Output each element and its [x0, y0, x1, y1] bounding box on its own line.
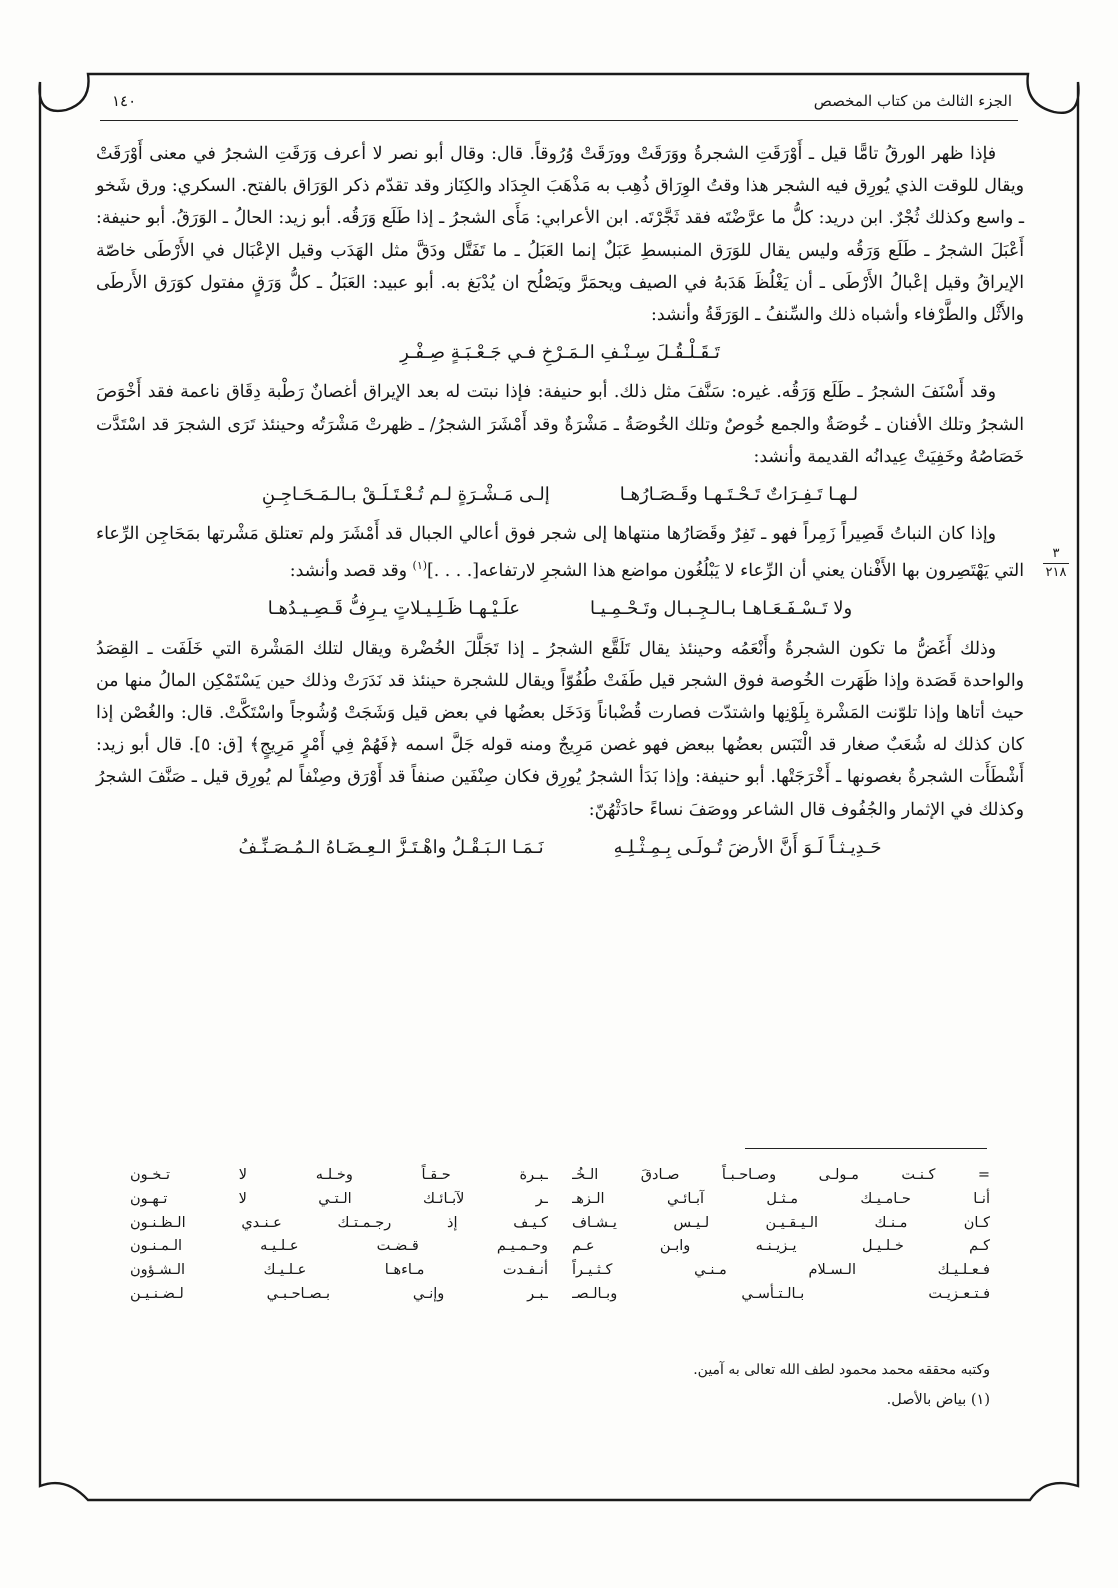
poem-line: فـعـلـيـك الـسـلام مـنـي كـثـيـراً [572, 1262, 990, 1279]
editor-signature: وكتبه محققه محمد محمود لطف الله تعالى به آمين. [693, 1362, 990, 1378]
verse-2 [96, 479, 1024, 511]
paragraph-2: وقد أَسْنَفَ الشجرُ ـ طَلَع وَرَقُه. غيره: سَنَّفَ مثل ذلك. أبو حنيفة: فإذا نبتت له بعد الإيراق أغصانٌ رَطْبة دِقَاق ناعمة فقد أَخْوَصَ الشجرُ وتلك الأفنان ـ خُوصَةٌ والجمع خُوصٌ وتلك الخُوصَةُ ـ مَشْرَةٌ وقد أَمْشَرَ الشجرُ/ ـ ظهرتْ مَشْرَتُه وحينئذ تَرَى الشجرَ قد اسْتَدَّت خَصَاصُهُ وخَفِيَتْ عِيدانُه القديمة وأنشد: [96, 382, 1024, 467]
poem-line: كـيـف إذ رجـمـتـك عـنـدي الـظـنـون [130, 1214, 548, 1231]
page-number: ١٤٠ [112, 92, 137, 110]
verse-3-second-hemistich: علَـيْـهـا ظَـلِـيـلاتٍ يـرِفُّ قَـصِـيـدُهـا [267, 598, 520, 620]
poem-line: أنـفـدت مـاءهـا عـلـيـك الـشـؤون [130, 1262, 548, 1279]
margin-ref-bottom: ٢١٨ [1045, 565, 1067, 580]
verse-4-second-hemistich: نَـمَـا الـبَـقْـلُ واهْـتَـزَّ الـعِـضَـاهُ الـمُـصَـنِّـفُ [238, 836, 544, 858]
running-header [112, 86, 1012, 116]
footnote-marker-1[interactable]: (١) [412, 559, 428, 573]
paragraph-3 [96, 518, 1024, 587]
poem-line: كـان مـنـك الـيـقـيـن لـيـس يـشـاف [572, 1214, 990, 1231]
margin-ref-top: ٣ [1052, 546, 1060, 561]
margin-reference [1036, 547, 1076, 580]
poem-line: = كـنـت مـولـى وصـاحـبـاً صـادقَ الـخُـ [572, 1167, 990, 1183]
footnote-1: (١) بياض بالأصل. [886, 1392, 990, 1408]
poem-line: أنـا حـامـيـك مـثـل آبـائـي الـزهـ [572, 1190, 990, 1207]
poem-line: ـبـرة حـقـاً وخـلـه لا تـخـون [130, 1167, 548, 1183]
poem-line: ـر لآبـائـك الـتـي لا تـهـون [130, 1190, 548, 1207]
verse-3-first-hemistich: ولا تَـسْـفَـعَـاهـا بـالـجِـبـال وتَـحْـمِـيـا [589, 598, 853, 620]
paragraph-3-end: وقد قصد وأنشد: [289, 561, 413, 582]
verse-2-first-hemistich: لـهـا تَـفِـرَاتٌ تَـحْـتَـهـا وقَـصَـارُهـا [619, 484, 859, 506]
footnote-poem-left-column [130, 1164, 548, 1307]
verse-4-first-hemistich: حَـدِيـثـاً لَـوَ أَنَّ الأرضَ تُـولَـى بِـمِـثْـلِـهِ [613, 836, 882, 858]
poem-line: فـتـعـزيـت بـالـتـأسـي وبـالـصـ [572, 1285, 990, 1302]
footnote-poem-right-column [572, 1164, 990, 1307]
verse-2-second-hemistich: إلـى مَـشْـرَةٍ لـم تُـعْـتَـلَـقْ بـالـمَـحَـاجِـنِ [261, 484, 550, 506]
main-text [96, 138, 1024, 871]
verse-3 [96, 593, 1024, 625]
margin-ref-bar [1043, 563, 1069, 564]
poem-line: وحـمـيـم قـضـت عـلـيـه الـمـنـون [130, 1238, 548, 1255]
paragraph-4: وذلك أَغَضُّ ما تكون الشجرةُ وأَنْعَمُه وحينئذ يقال تَلَقَّع الشجرُ ـ إذا تَجَلَّلَ الخُضْرة ويقال لتلك المَشْرة التي خَلَفَت ـ القِصَدُ والواحدة قَصَدة وإذا ظَهَرت الخُوصة فوق الشجر قيل طَفَتْ طُفُوّاً ويقال للشجرة حينئذ قد نَدَرَتْ وذلك حين يَسْتَمْكِن المالُ منها من حيث أتاها وإذا تلوّنت المَشْرة بِلَوْنِها واشتدّت فصارت قُضْباناً وَدَخَل بعضُها في بعض قيل وَشَجَتْ وُشُوجاً واسْتَكَّتْ. قال: والغُصْن إذا كان كذلك له شُعَبٌ صغار قد الْتَبَس بعضُها ببعض فهو غصن مَرِيجٌ ومنه قوله جَلَّ اسمه ﴿فَهُمْ فِي أَمْرٍ مَرِيجٍ﴾ [ق: ٥]. قال أبو زيد: أَشْطَأَت الشجرةُ بغصونها ـ أَخْرَجَتْها. أبو حنيفة: وإذا بَدَأ الشجرُ يُورِق فكان صِنْفَين صنفاً قد أَوْرَق وصِنْفاً لم يُورِق قيل ـ صَنَّفَ الشجرُ وكذلك في الإثمار والجُفُوف قال الشاعر ووصَفَ نساءً حادَثْهُنّ: [96, 638, 1024, 820]
header-rule [100, 120, 1018, 121]
verse-1 [96, 337, 1024, 369]
paragraph-1: فإذا ظهر الورقُ تامًّا قيل ـ أَوْرَقَتِ الشجرةُ ووَرَقَتْ وورَقَتْ وُرُوقاً. قال: وقال أبو نصر لا أعرف وَرَقَتِ الشجرُ في معنى أَوْرَقَتْ ويقال للوقت الذي يُورِق فيه الشجر هذا وقتُ الوِرَاق ذُهِب به مَذْهَبَ الجِدَاد والكِنَاز وقد تقدّم ذكر الوَرَاق بالفتح. السكري: ورق شَخو ـ واسع وكذلك ثُجْرٌ. ابن دريد: كلُّ ما عرَّضْتَه فقد ثَجَّرْتَه. ابن الأعرابي: مَأَى الشجرُ ـ إذا طَلَع وَرَقُه. أبو زيد: الحالُ ـ الوَرَقُ. أبو حنيفة: أَعْبَلَ الشجرُ ـ طَلَع وَرَقُه وليس يقال للوَرَق المنبسطِ عَبَلٌ إنما العَبَلُ ـ ما تَفَتَّل ودَقَّ مثل الهَدَب وقيل الإعْبَال في الأَرْطَى خاصّة الإيراقُ وقيل إعْبالُ الأَرْطَى ـ أن يَغْلُظَ هَدَبهُ في الصيف ويحمَرَّ ويَصْلُح ان يُدْبَغ به. أبو عبيد: العَبَلُ ـ كلُّ وَرَقٍ مفتول كوَرَق الأَرطَى والأَثْل والطَّرْفاء وأشباه ذلك والسِّنفُ ـ الوَرَقَةُ وأنشد: [96, 144, 1024, 326]
verse-1-line: تَـقَـلْـقُـلَ سِـنْـفِ الـمَـرْخِ فـي جَـعْـبَـةٍ صِـفْـرِ [400, 342, 720, 364]
poem-line: كـم خـلـيـل يـزيـنـه وابـن عـم [572, 1238, 990, 1255]
poem-line: ـبـر وإنـي بـصـاحـبـي لـضـنـيـن [130, 1285, 548, 1302]
paragraph-3-text: وإذا كان النباتُ قَصِيراً زَمِراً فهو ـ تَفِرٌ وقَصَارُها منتهاها إلى شجر فوق أعالي الجبال قد أَمْشَرَ ولم تعتلق مَشْرتها بمَحَاجِن الرِّعاء التي يَهْتَصِرون بها الأَفْنان يعني أن الرِّعاء لا يَبْلُغُون مواضع هذا الشجرِ لارتفاعه[. . . .] [96, 524, 1024, 582]
footnote-rule [745, 1148, 987, 1149]
header-title: الجزء الثالث من كتاب المخصص [813, 92, 1012, 110]
verse-4 [96, 832, 1024, 864]
